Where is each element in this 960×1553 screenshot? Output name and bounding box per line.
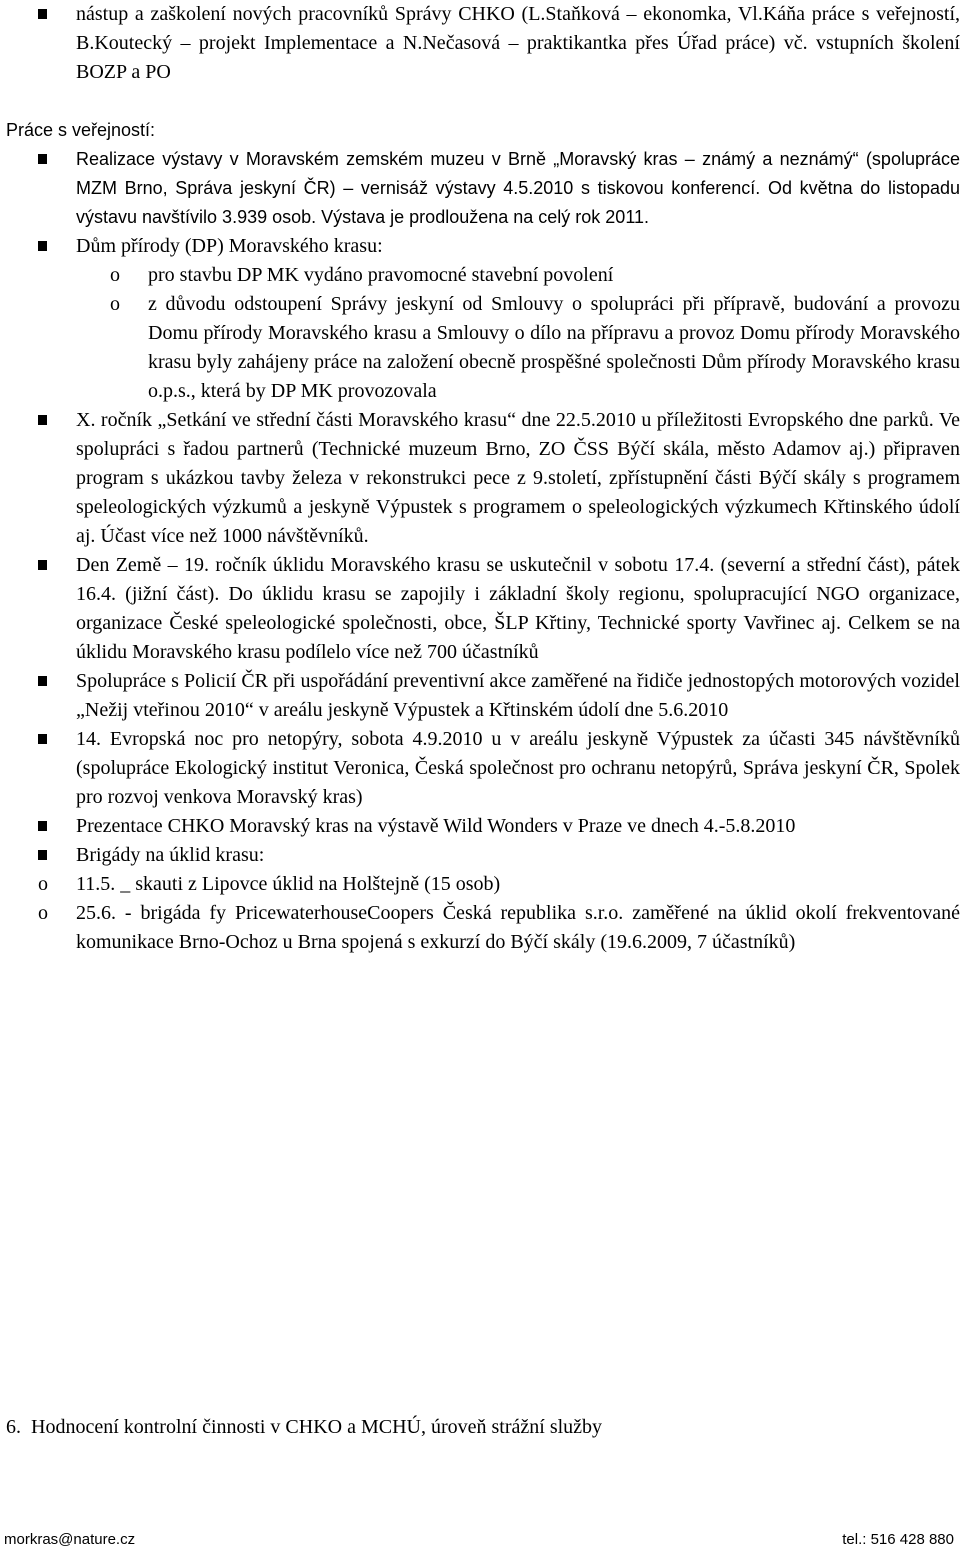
list-item-text: Brigády na úklid krasu: [76, 844, 265, 866]
list-item [0, 551, 960, 667]
footer-email: morkras@nature.cz [4, 1531, 136, 1548]
section-number: 6. [6, 1416, 21, 1438]
sub-list-item-text: pro stavbu DP MK vydáno pravomocné stavební povolení [148, 264, 614, 286]
square-bullet-icon [38, 241, 47, 251]
list-item-text: X. ročník „Setkání ve střední části Moravského krasu“ dne 22.5.2010 u příležitosti Evropského dne parků. Ve spolupráci s řadou partnerů (Technické muzeum Brno, ZO ČSS Býčí skála, město Adamov aj.) připraven program s ukázkou tavby železa v rekonstrukci pece z 9.století, zpřístupnění části Býčí skály s programem speleologických výzkumů a jeskyně Výpustek s programem o speleologických výzkumech Křtinského údolí aj. Účast více než 1000 návštěvníků. [76, 409, 960, 547]
sub-bullet-marker: o [110, 264, 120, 286]
square-bullet-icon [38, 734, 47, 744]
sub-list-item [0, 899, 960, 957]
list-item-text: Den Země – 19. ročník úklidu Moravského krasu se uskutečnil v sobotu 17.4. (severní a střední část), pátek 16.4. (jižní část). Do úklidu krasu se zapojily i základní školy regionu, spolupracující NGO organizace, organizace České speleologické společnosti, obce, ŠLP Křtiny, Technické sporty Vavřinec aj. Celkem se na úklidu Moravského krasu podílelo více než 700 účastníků [76, 554, 960, 663]
list-item-text: Realizace výstavy v Moravském zemském muzeu v Brně „Moravský kras – známý a neznámý“ (spolupráce MZM Brno, Správa jeskyní ČR) – vernisáž výstavy 4.5.2010 s tiskovou konferencí. Od května do listopadu výstavu navštívilo 3.939 osob. Výstava je prodloužena na celý rok 2011. [76, 149, 960, 227]
list-item [0, 0, 960, 87]
list-item [0, 725, 960, 812]
list-item-text: Dům přírody (DP) Moravského krasu: [76, 235, 383, 257]
list-item [0, 406, 960, 551]
square-bullet-icon [38, 9, 47, 19]
square-bullet-icon [38, 676, 47, 686]
sub-bullet-marker: o [110, 293, 120, 315]
sub-list-item-text: 11.5. _ skauti z Lipovce úklid na Holštejně (15 osob) [76, 873, 501, 895]
section-title-text: Hodnocení kontrolní činnosti v CHKO a MCHÚ, úroveň strážní služby [31, 1416, 603, 1438]
sub-bullet-marker: o [38, 873, 48, 895]
square-bullet-icon [38, 154, 47, 164]
section-heading: Práce s veřejností: [6, 120, 156, 140]
sub-list-item [0, 290, 960, 406]
list-item-text: 14. Evropská noc pro netopýry, sobota 4.9.2010 u v areálu jeskyně Výpustek za účasti 345 návštěvníků (spolupráce Ekologický institut Veronica, Česká společnost pro ochranu netopýrů, Správa jeskyní ČR, Spolek pro rozvoj venkova Moravský kras) [76, 728, 960, 808]
list-item [0, 232, 960, 261]
square-bullet-icon [38, 415, 47, 425]
sub-list-item [0, 870, 960, 899]
section-title [6, 1413, 602, 1442]
list-item [0, 667, 960, 725]
list-item-text: nástup a zaškolení nových pracovníků Správy CHKO (L.Staňková – ekonomka, Vl.Káňa práce s veřejností, B.Koutecký – projekt Implementace a N.Nečasová – praktikantka přes Úřad práce) vč. vstupních školení BOZP a PO [76, 3, 960, 83]
list-item [0, 812, 960, 841]
sub-list-item-text: z důvodu odstoupení Správy jeskyní od Smlouvy o spolupráci při přípravě, budování a provozu Domu přírody Moravského krasu a Smlouvy o dílo na přípravu a provoz Domu přírody Moravského krasu byly zahájeny práce na založení obecně prospěšné společnosti Dům přírody Moravského krasu o.p.s., která by DP MK provozovala [148, 293, 960, 402]
list-item-text: Prezentace CHKO Moravský kras na výstavě Wild Wonders v Praze ve dnech 4.-5.8.2010 [76, 815, 796, 837]
footer-phone: tel.: 516 428 880 [842, 1531, 954, 1548]
sub-list-item-text: 25.6. - brigáda fy PricewaterhouseCoopers Česká republika s.r.o. zaměřené na úklid okolí frekventované komunikace Brno-Ochoz u Brna spojená s exkurzí do Býčí skály (19.6.2009, 7 účastníků) [76, 902, 960, 953]
list-item [0, 145, 960, 232]
square-bullet-icon [38, 850, 47, 860]
sub-bullet-marker: o [38, 902, 48, 924]
sub-list-item [0, 261, 960, 290]
list-item [0, 841, 960, 870]
square-bullet-icon [38, 821, 47, 831]
square-bullet-icon [38, 560, 47, 570]
list-item-text: Spolupráce s Policií ČR při uspořádání preventivní akce zaměřené na řidiče jednostopých motorových vozidel „Nežij vteřinou 2010“ v areálu jeskyně Výpustek a Křtinském údolí dne 5.6.2010 [76, 670, 960, 721]
